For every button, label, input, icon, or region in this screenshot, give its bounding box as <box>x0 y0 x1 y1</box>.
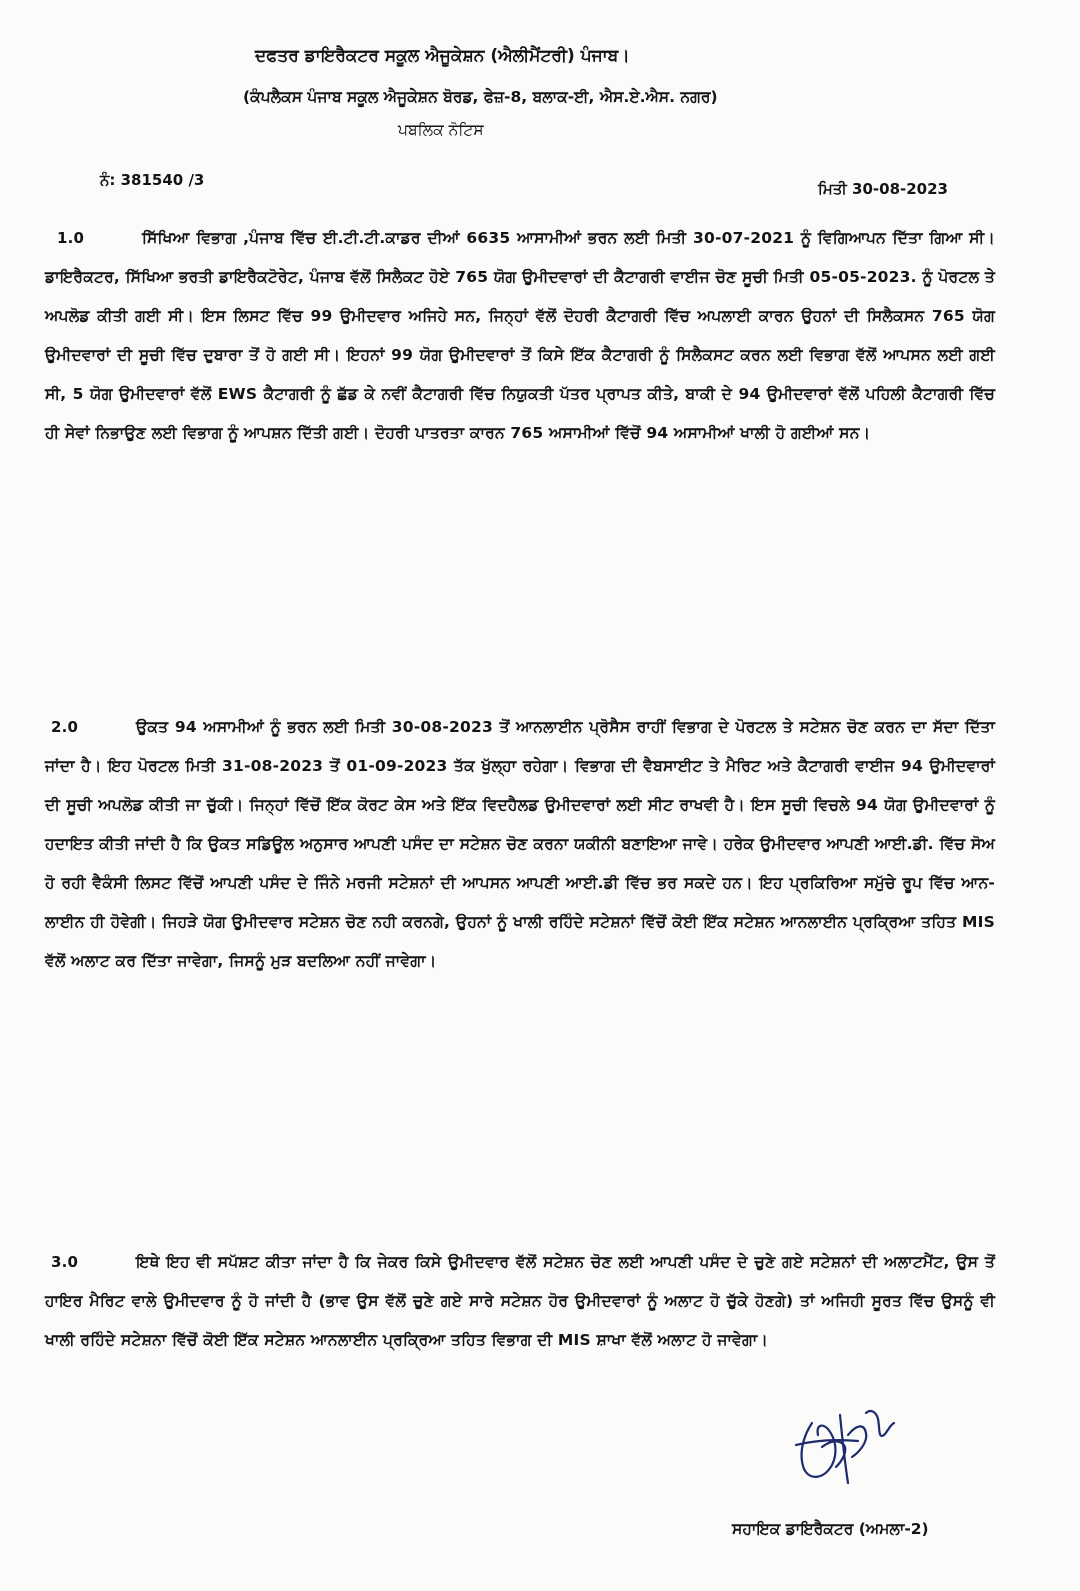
notice-date: ਮਿਤੀ 30-08-2023 <box>818 180 948 198</box>
office-heading: ਦਫਤਰ ਡਾਇਰੈਕਟਰ ਸਕੂਲ ਐਜੂਕੇਸ਼ਨ (ਐਲੀਮੈਂਟਰੀ) ਪੰਜਾਬ। <box>255 46 630 66</box>
signatory-designation: ਸਹਾਇਕ ਡਾਇਰੈਕਟਰ (ਅਮਲਾ-2) <box>732 1520 929 1538</box>
paragraph-text: ਇਥੇ ਇਹ ਵੀ ਸਪੱਸ਼ਟ ਕੀਤਾ ਜਾਂਦਾ ਹੈ ਕਿ ਜੇਕਰ ਕਿਸੇ ਉਮੀਦਵਾਰ ਵੱਲੋਂ ਸਟੇਸ਼ਨ ਚੋਣ ਲਈ ਆਪਣੀ ਪਸੰਦ ਦੇ ਚੁਣੇ ਗਏ ਸਟੇਸ਼ਨਾਂ ਦੀ ਅਲਾਟਮੈਂਟ, ਉਸ ਤੋਂ ਹਾਇਰ ਮੈਰਿਟ ਵਾਲੇ ਉਮੀਦਵਾਰ ਨੂੰ ਹੋ ਜਾਂਦੀ ਹੈ (ਭਾਵ ਉਸ ਵੱਲੋਂ ਚੁਣੇ ਗਏ ਸਾਰੇ ਸਟੇਸ਼ਨ ਹੋਰ ਉਮੀਦਵਾਰਾਂ ਨੂੰ ਅਲਾਟ ਹੋ ਚੁੱਕੇ ਹੋਣਗੇ) ਤਾਂ ਅਜਿਹੀ ਸੂਰਤ ਵਿੱਚ ਉਸਨੂੰ ਵੀ ਖਾਲੀ ਰਹਿੰਦੇ ਸਟੇਸ਼ਨਾ ਵਿੱਚੋਂ ਕੋਈ ਇੱਕ ਸਟੇਸ਼ਨ ਆਨਲਾਈਨ ਪ੍ਰਕ੍ਰਿਆ ਤਹਿਤ ਵਿਭਾਗ ਦੀ MIS ਸ਼ਾਖਾ ਵੱਲੋਂ ਅਲਾਟ ਹੋ ਜਾਵੇਗਾ। <box>45 1253 995 1349</box>
paragraph-1 <box>45 219 995 453</box>
paragraph-number: 1.0 <box>57 229 85 247</box>
office-address: (ਕੰਪਲੈਕਸ ਪੰਜਾਬ ਸਕੂਲ ਐਜੂਕੇਸ਼ਨ ਬੋਰਡ, ਫੇਜ਼-8, ਬਲਾਕ-ਈ, ਐਸ.ਏ.ਐਸ. ਨਗਰ) <box>243 88 718 106</box>
paragraph-number: 3.0 <box>51 1253 79 1271</box>
paragraph-text: ਉਕਤ 94 ਅਸਾਮੀਆਂ ਨੂੰ ਭਰਨ ਲਈ ਮਿਤੀ 30-08-2023 ਤੋਂ ਆਨਲਾਈਨ ਪ੍ਰੋਸੈਸ ਰਾਹੀਂ ਵਿਭਾਗ ਦੇ ਪੋਰਟਲ ਤੇ ਸਟੇਸ਼ਨ ਚੋਣ ਕਰਨ ਦਾ ਸੱਦਾ ਦਿੱਤਾ ਜਾਂਦਾ ਹੈ। ਇਹ ਪੋਰਟਲ ਮਿਤੀ 31-08-2023 ਤੋਂ 01-09-2023 ਤੱਕ ਖੁੱਲ੍ਹਾ ਰਹੇਗਾ। ਵਿਭਾਗ ਦੀ ਵੈਬਸਾਈਟ ਤੇ ਮੈਰਿਟ ਅਤੇ ਕੈਟਾਗਰੀ ਵਾਈਜ 94 ਉਮੀਦਵਾਰਾਂ ਦੀ ਸੂਚੀ ਅਪਲੋਡ ਕੀਤੀ ਜਾ ਚੁੱਕੀ। ਜਿਨ੍ਹਾਂ ਵਿੱਚੋਂ ਇੱਕ ਕੋਰਟ ਕੇਸ ਅਤੇ ਇੱਕ ਵਿਦਹੈਲਡ ਉਮੀਦਵਾਰਾਂ ਲਈ ਸੀਟ ਰਾਖਵੀ ਹੈ। ਇਸ ਸੂਚੀ ਵਿਚਲੇ 94 ਯੋਗ ਉਮੀਦਵਾਰਾਂ ਨੂੰ ਹਦਾਇਤ ਕੀਤੀ ਜਾਂਦੀ ਹੈ ਕਿ ਉਕਤ ਸਡਿਊਲ ਅਨੁਸਾਰ ਆਪਣੀ ਪਸੰਦ ਦਾ ਸਟੇਸ਼ਨ ਚੋਣ ਕਰਨਾ ਯਕੀਨੀ ਬਣਾਇਆ ਜਾਵੇ। ਹਰੇਕ ਉਮੀਦਵਾਰ ਆਪਣੀ ਆਈ.ਡੀ. ਵਿੱਚ ਸੋਅ ਹੋ ਰਹੀ ਵੈਕੰਸੀ ਲਿਸਟ ਵਿੱਚੋਂ ਆਪਣੀ ਪਸੰਦ ਦੇ ਜਿੰਨੇ ਮਰਜੀ ਸਟੇਸ਼ਨਾਂ ਦੀ ਆਪਸਨ ਆਪਣੀ ਆਈ.ਡੀ ਵਿੱਚ ਭਰ ਸਕਦੇ ਹਨ। ਇਹ ਪ੍ਰਕਿਰਿਆ ਸਮੁੱਚੇ ਰੂਪ ਵਿੱਚ ਆਨ-ਲਾਈਨ ਹੀ ਹੋਵੇਗੀ। ਜਿਹੜੇ ਯੋਗ ਉਮੀਦਵਾਰ ਸਟੇਸ਼ਨ ਚੋਣ ਨਹੀ ਕਰਨਗੇ, ਉਹਨਾਂ ਨੂੰ ਖਾਲੀ ਰਹਿੰਦੇ ਸਟੇਸ਼ਨਾਂ ਵਿੱਚੋਂ ਕੋਈ ਇੱਕ ਸਟੇਸ਼ਨ ਆਨਲਾਈਨ ਪ੍ਰਕ੍ਰਿਆ ਤਹਿਤ MIS ਵੱਲੋਂ ਅਲਾਟ ਕਰ ਦਿੱਤਾ ਜਾਵੇਗਾ, ਜਿਸਨੂੰ ਮੁੜ ਬਦਲਿਆ ਨਹੀਂ ਜਾਵੇਗਾ। <box>45 718 995 970</box>
reference-number: ਨੰ: 381540 /3 <box>100 171 205 189</box>
paragraph-3 <box>45 1243 995 1360</box>
paragraph-number: 2.0 <box>51 718 79 736</box>
paragraph-text: ਸਿੱਖਿਆ ਵਿਭਾਗ ,ਪੰਜਾਬ ਵਿੱਚ ਈ.ਟੀ.ਟੀ.ਕਾਡਰ ਦੀਆਂ 6635 ਆਸਾਮੀਆਂ ਭਰਨ ਲਈ ਮਿਤੀ 30-07-2021 ਨੂੰ ਵਿਗਿਆਪਨ ਦਿੱਤਾ ਗਿਆ ਸੀ। ਡਾਇਰੈਕਟਰ, ਸਿੱਖਿਆ ਭਰਤੀ ਡਾਇਰੈਕਟੋਰੇਟ, ਪੰਜਾਬ ਵੱਲੋਂ ਸਿਲੈਕਟ ਹੋਏ 765 ਯੋਗ ਉਮੀਦਵਾਰਾਂ ਦੀ ਕੈਟਾਗਰੀ ਵਾਈਜ ਚੋਣ ਸੂਚੀ ਮਿਤੀ 05-05-2023. ਨੂੰ ਪੋਰਟਲ ਤੇ ਅਪਲੋਡ ਕੀਤੀ ਗਈ ਸੀ। ਇਸ ਲਿਸਟ ਵਿੱਚ 99 ਉਮੀਦਵਾਰ ਅਜਿਹੇ ਸਨ, ਜਿਨ੍ਹਾਂ ਵੱਲੋਂ ਦੋਹਰੀ ਕੈਟਾਗਰੀ ਵਿੱਚ ਅਪਲਾਈ ਕਾਰਨ ਉਹਨਾਂ ਦੀ ਸਿਲੈਕਸਨ 765 ਯੋਗ ਉਮੀਦਵਾਰਾਂ ਦੀ ਸੂਚੀ ਵਿੱਚ ਦੁਬਾਰਾ ਤੋਂ ਹੋ ਗਈ ਸੀ। ਇਹਨਾਂ 99 ਯੋਗ ਉਮੀਦਵਾਰਾਂ ਤੋਂ ਕਿਸੇ ਇੱਕ ਕੈਟਾਗਰੀ ਨੂੰ ਸਿਲੈਕਸਟ ਕਰਨ ਲਈ ਵਿਭਾਗ ਵੱਲੋਂ ਆਪਸਨ ਲਈ ਗਈ ਸੀ, 5 ਯੋਗ ਉਮੀਦਵਾਰਾਂ ਵੱਲੋਂ EWS ਕੈਟਾਗਰੀ ਨੂੰ ਛੱਡ ਕੇ ਨਵੀਂ ਕੈਟਾਗਰੀ ਵਿੱਚ ਨਿਯੁਕਤੀ ਪੱਤਰ ਪ੍ਰਾਪਤ ਕੀਤੇ, ਬਾਕੀ ਦੇ 94 ਉਮੀਦਵਾਰਾਂ ਵੱਲੋਂ ਪਹਿਲੀ ਕੈਟਾਗਰੀ ਵਿੱਚ ਹੀ ਸੇਵਾਂ ਨਿਭਾਉਣ ਲਈ ਵਿਭਾਗ ਨੂੰ ਆਪਸ਼ਨ ਦਿੱਤੀ ਗਈ। ਦੋਹਰੀ ਪਾਤਰਤਾ ਕਾਰਨ 765 ਅਸਾਮੀਆਂ ਵਿੱਚੋਂ 94 ਅਸਾਮੀਆਂ ਖਾਲੀ ਹੋ ਗਈਆਂ ਸਨ। <box>45 229 995 442</box>
signature <box>782 1395 912 1495</box>
notice-title: ਪਬਲਿਕ ਨੋਟਿਸ <box>398 121 484 139</box>
paragraph-2 <box>45 708 995 981</box>
signature-scribble-icon <box>782 1395 912 1495</box>
